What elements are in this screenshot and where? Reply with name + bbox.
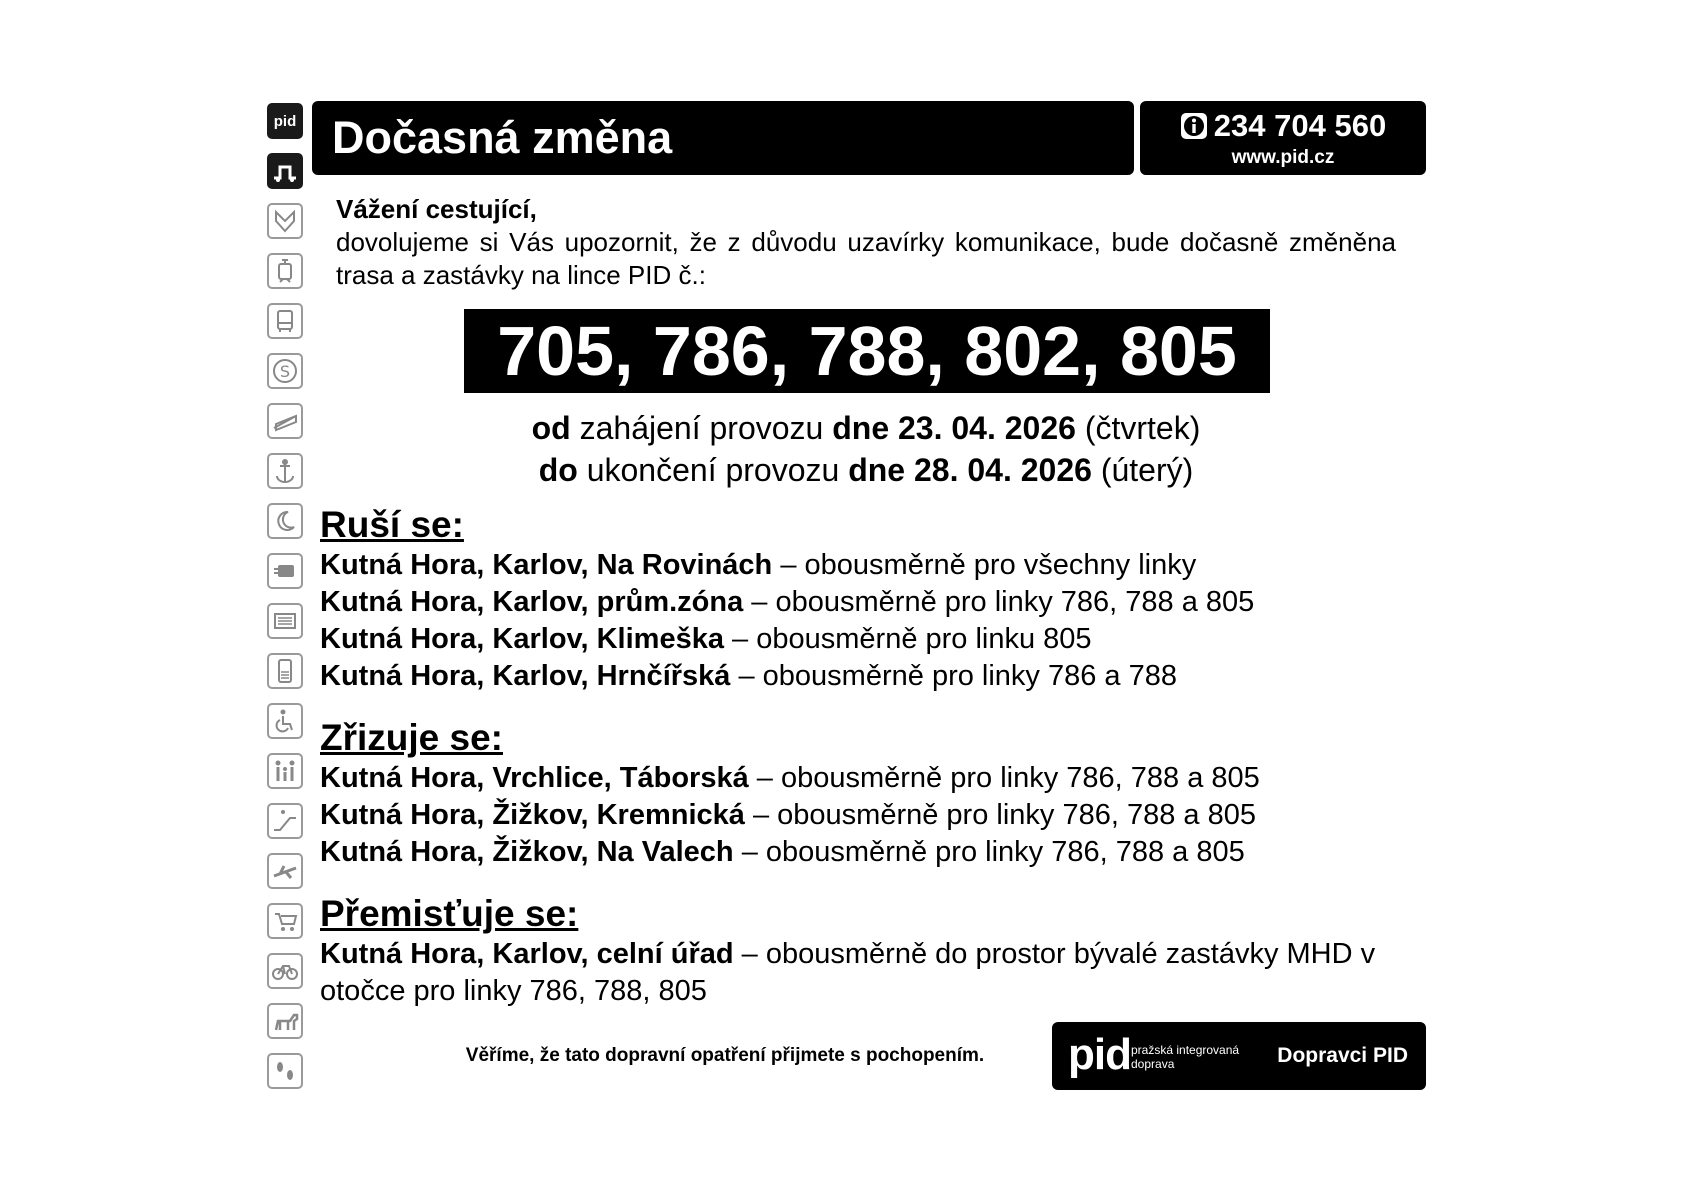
airport-icon: [267, 853, 303, 889]
bicycle-icon: [267, 953, 303, 989]
family-icon: [267, 753, 303, 789]
operator-box: [1052, 1022, 1426, 1090]
line-numbers: 705, 786, 788, 802, 805: [464, 309, 1270, 393]
pid-logo: pid: [1068, 1030, 1131, 1079]
ticket-machine-icon: [267, 553, 303, 589]
stop-note: – obousměrně do prostor bývalé zastávky MHD v otočce pro linky 786, 788, 805: [320, 938, 1376, 1007]
bus-stop-icon: [267, 153, 303, 189]
to-prefix: do: [538, 452, 578, 488]
from-date: dne 23. 04. 2026: [832, 410, 1076, 446]
stop-name: Kutná Hora, Karlov, Na Rovinách: [320, 549, 773, 581]
escalator-icon: [267, 803, 303, 839]
cancelled-item: [320, 547, 1196, 584]
night-icon: [267, 503, 303, 539]
contact-box: [1140, 101, 1426, 175]
established-heading: Zřizuje se:: [320, 717, 503, 758]
stop-note: – obousměrně pro linky 786, 788 a 805: [752, 799, 1256, 831]
dog-icon: [267, 1003, 303, 1039]
tram-icon: [267, 253, 303, 289]
relocated-heading: Přemisťuje se:: [320, 893, 579, 934]
pid-logo-icon: [267, 103, 303, 139]
established-item: [320, 760, 1260, 797]
intro: [336, 193, 1396, 292]
pid-logo-text: pid: [273, 112, 297, 130]
svg-text:S: S: [279, 362, 291, 381]
stop-note: – obousměrně pro všechny linky: [780, 549, 1197, 581]
cancelled-item: [320, 584, 1254, 621]
stop-name: Kutná Hora, Karlov, Hrnčířská: [320, 660, 731, 692]
date-from-row: [336, 407, 1396, 449]
info-icon: [1180, 112, 1208, 140]
cancelled-heading: Ruší se:: [320, 504, 464, 545]
stop-name: Kutná Hora, Karlov, Klimeška: [320, 623, 724, 655]
website-link[interactable]: www.pid.cz: [1231, 147, 1335, 168]
cancelled-item: [320, 658, 1177, 695]
notice-title: Dočasná změna: [312, 101, 1134, 175]
ticket-icon: [267, 603, 303, 639]
to-day: (úterý): [1100, 452, 1194, 488]
logo-sub-line-1: pražská integrovaná: [1131, 1043, 1240, 1057]
pid-logo-subtitle: [1131, 1043, 1239, 1071]
to-text: ukončení provozu: [586, 452, 840, 488]
validity-dates: [336, 407, 1396, 491]
stop-name: Kutná Hora, Žižkov, Kremnická: [320, 799, 745, 831]
closing-message: Věříme, že tato dopravní opatření přijmete s pochopením.: [465, 1045, 985, 1066]
wheelchair-icon: [267, 703, 303, 739]
footsteps-icon: [267, 1053, 303, 1089]
stop-note: – obousměrně pro linky 786 a 788: [738, 660, 1177, 692]
date-to-row: [336, 449, 1396, 491]
from-day: (čtvrtek): [1084, 410, 1201, 446]
operator-label: Dopravci PID: [1277, 1044, 1408, 1067]
to-date: dne 28. 04. 2026: [848, 452, 1092, 488]
stop-name: Kutná Hora, Vrchlice, Táborská: [320, 762, 749, 794]
stop-name: Kutná Hora, Karlov, prům.zóna: [320, 586, 744, 618]
stop-note: – obousměrně pro linky 786, 788 a 805: [756, 762, 1260, 794]
logo-sub-line-2: doprava: [1131, 1057, 1175, 1071]
stop-name: Kutná Hora, Žižkov, Na Valech: [320, 836, 734, 868]
stop-name: Kutná Hora, Karlov, celní úřad: [320, 938, 734, 970]
mobile-icon: [267, 653, 303, 689]
stop-note: – obousměrně pro linky 786, 788 a 805: [751, 586, 1255, 618]
stop-note: – obousměrně pro linku 805: [732, 623, 1092, 655]
funicular-icon: [267, 403, 303, 439]
established-item: [320, 797, 1256, 834]
intro-text: dovolujeme si Vás upozornit, že z důvodu uzavírky komunikace, bude dočasně změněna trasa a zastávky na lince PID č.:: [336, 227, 1396, 290]
stroller-icon: [267, 903, 303, 939]
s-train-icon: [267, 353, 303, 389]
stop-note: – obousměrně pro linky 786, 788 a 805: [741, 836, 1245, 868]
from-text: zahájení provozu: [579, 410, 824, 446]
greeting: Vážení cestující,: [336, 194, 537, 224]
relocated-item: [320, 936, 1420, 1010]
from-prefix: od: [531, 410, 571, 446]
metro-icon: [267, 203, 303, 239]
phone-row: [1140, 109, 1426, 143]
bus-icon: [267, 303, 303, 339]
established-item: [320, 834, 1245, 871]
ferry-icon: [267, 453, 303, 489]
phone-number[interactable]: 234 704 560: [1213, 108, 1387, 143]
cancelled-item: [320, 621, 1092, 658]
